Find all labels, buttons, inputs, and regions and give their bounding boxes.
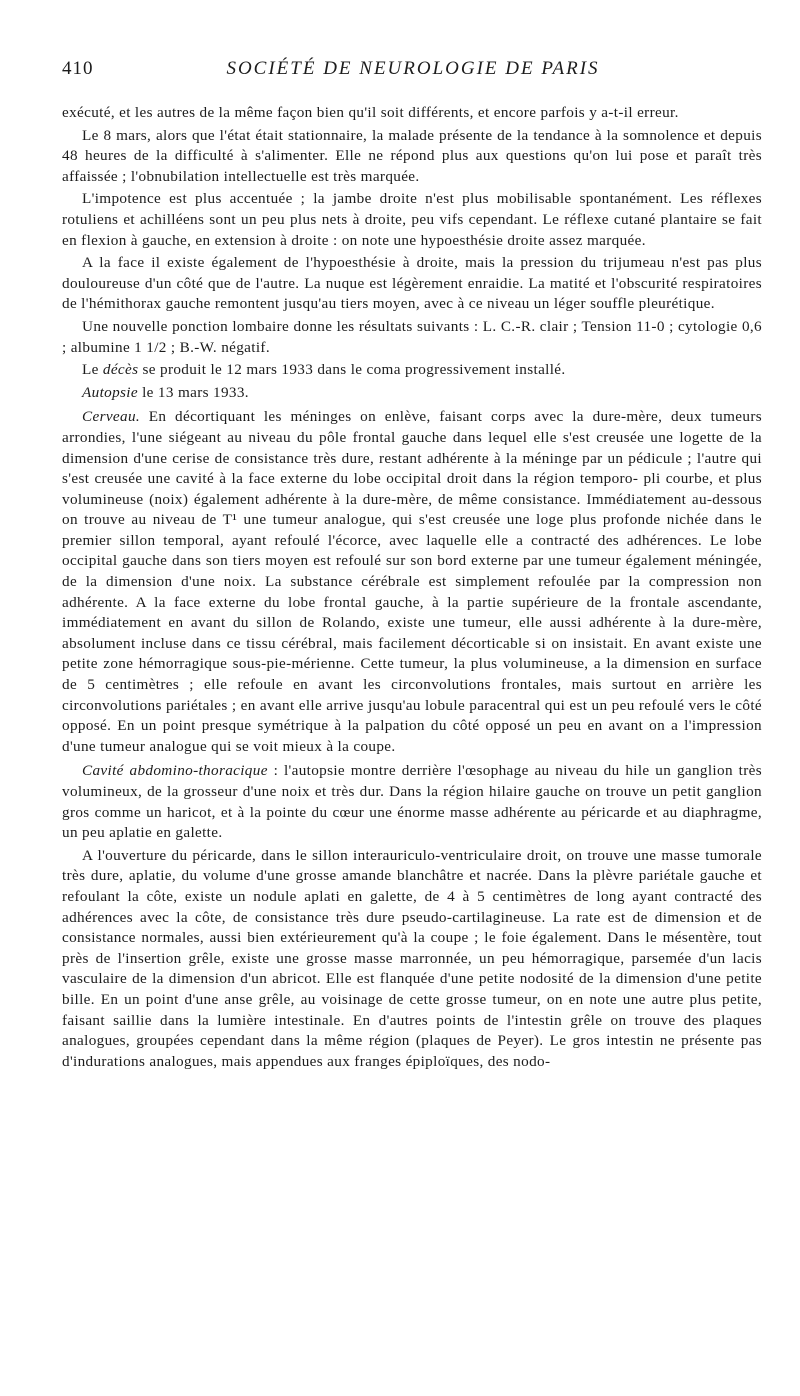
paragraph-lumbar-puncture: Une nouvelle ponction lombaire donne les résultats suivants : L. C.-R. clair ; Tension 11-0 ; cytologie 0,6 ; albumine 1 1/2 ; B.-W. négatif. bbox=[62, 317, 762, 356]
paragraph-death: Le décès se produit le 12 mars 1933 dans le coma progressivement installé. bbox=[82, 361, 566, 379]
article-body bbox=[62, 103, 762, 1074]
paragraph-march-8: Le 8 mars, alors que l'état était stationnaire, la malade présente de la tendance à la somnolence et depuis 48 heures de la difficulté à s'alimenter. Elle ne répond plus aux questions qu'on lui pose et paraît très affaissée ; l'obnubilation intellectuelle est très marquée. bbox=[62, 126, 762, 185]
paragraph-abdomino-thoracic: Cavité abdomino-thoracique : l'autopsie montre derrière l'œsophage au niveau du hile un ganglion très volumineux, de la grosseur d'une noix et très dur. Dans la région hilaire gauche on trouve un petit ganglion gros comme un haricot, et à la pointe du cœur une énorme masse adhérente au péricarde et au diaphragme, un peu aplatie en galette. bbox=[62, 762, 763, 842]
page-number: 410 bbox=[62, 58, 94, 79]
paragraph-brain: Cerveau. En décortiquant les méninges on enlève, faisant corps avec la dure-mère, deux tumeurs arrondies, l'une siégeant au niveau du pôle frontal gauche dans lequel elle s'est creusée une logette de la dimension d'une cerise de consistance très dure, restant adhérente à la méninge par un pédicule ; l'autre qui s'est creusée une cavité à la face externe du lobe occipital droit dans la région temporo- pli courbe, et plus volumineuse (noix) également adhérente à la dure-mère, de même consistance. Immédiatement au-dessous on trouve au niveau de T¹ une tumeur analogue, qui s'est creusée une loge plus profonde nichée dans le premier sillon temporal, ayant refoulé l'écorce, avec laquelle elle a contracté des adhérences. Le lobe occipital gauche dans son tiers moyen est refoulé sur son bord externe par une tumeur également méningée, de la dimension d'une noix. La substance cérébrale est simplement refoulée par la compression non adhérente. A la face externe du lobe frontal gauche, à la partie supérieure de la frontale ascendante, immédiatement en avant du sillon de Rolando, existe une tumeur, elle aussi adhérente à la dure-mère, absolument incluse dans ce tissu cérébral, mais facilement décorticable si on insistait. En avant existe une petite zone hémorragique sous-pie-mérienne. Cette tumeur, la plus volumineuse, a la dimension en surface de 5 centimètres ; elle refoule en avant les circonvolutions frontales, mais surtout en arrière les circonvolutions pariétales ; en avant elle arrive jusqu'au lobule paracentral qui est un peu refoulé vers le côté opposé. En un point presque symétrique à la palpation du côté opposé un peu en avant on a l'impression d'une tumeur analogue qui se voit mieux à la coupe. bbox=[62, 408, 762, 755]
journal-title: SOCIÉTÉ DE NEUROLOGIE DE PARIS bbox=[226, 58, 600, 79]
paragraph-continuation: exécuté, et les autres de la même façon bien qu'il soit différents, et encore parfois y a-t-il erreur. bbox=[62, 104, 679, 121]
brain-heading: Cerveau. bbox=[82, 408, 141, 426]
death-term: décès bbox=[102, 361, 139, 379]
running-head bbox=[62, 58, 764, 88]
paragraph-face: A la face il existe également de l'hypoesthésie à droite, mais la pression du trijumeau n'est pas plus douloureuse d'un côté que de l'autre. La nuque est légèrement enraidie. La matité et l'obscurité respiratoires de l'hémithorax gauche remontent jusqu'au tiers moyen, avec à ce niveau un léger souffle pleurétique. bbox=[62, 254, 762, 313]
abdomino-thoracic-heading: Cavité abdomino-thoracique bbox=[82, 762, 268, 780]
autopsy-heading: Autopsie bbox=[82, 383, 138, 401]
paragraph-impotence: L'impotence est plus accentuée ; la jambe droite n'est plus mobilisable spontanément. Les réflexes rotuliens et achilléens sont un peu plus nets à droite, peu vifs cependant. Le réflexe cutané plantaire se fait en flexion à gauche, en extension à droite : on note une hypoesthésie droite assez marquée. bbox=[62, 190, 762, 249]
paragraph-autopsy: Autopsie le 13 mars 1933. bbox=[82, 383, 249, 401]
paragraph-pericardium: A l'ouverture du péricarde, dans le sillon interauriculo-ventriculaire droit, on trouve une masse tumorale très dure, aplatie, du volume d'une grosse amande blanchâtre et nacrée. Dans la plèvre pariétale gauche et refoulant la côte, existe un nodule aplati en galette, de 4 à 5 centimètres de long ayant contracté des adhérences avec la côte, de consistance très dure pseudo-cartilagineuse. La rate est de dimension et de consistance normales, aussi bien extérieurement qu'à la coupe ; le foie également. Dans le mésentère, tout près de l'insertion grêle, existe une grosse masse marronnée, un peu hémorragique, parsemée d'un lacis vasculaire de la dimension d'un abricot. Elle est flanquée d'une petite nodosité de la dimension d'une petite bille. En un point d'une anse grêle, au voisinage de cette grosse tumeur, on en note une autre plus petite, faisant saillie dans la lumière intestinale. En d'autres points de l'intestin grêle on trouve des plaques analogues, groupées cependant dans la même région (plaques de Peyer). Le gros intestin ne présente pas d'indurations analogues, mais appendues aux franges épiploïques, des nodo- bbox=[62, 846, 762, 1070]
